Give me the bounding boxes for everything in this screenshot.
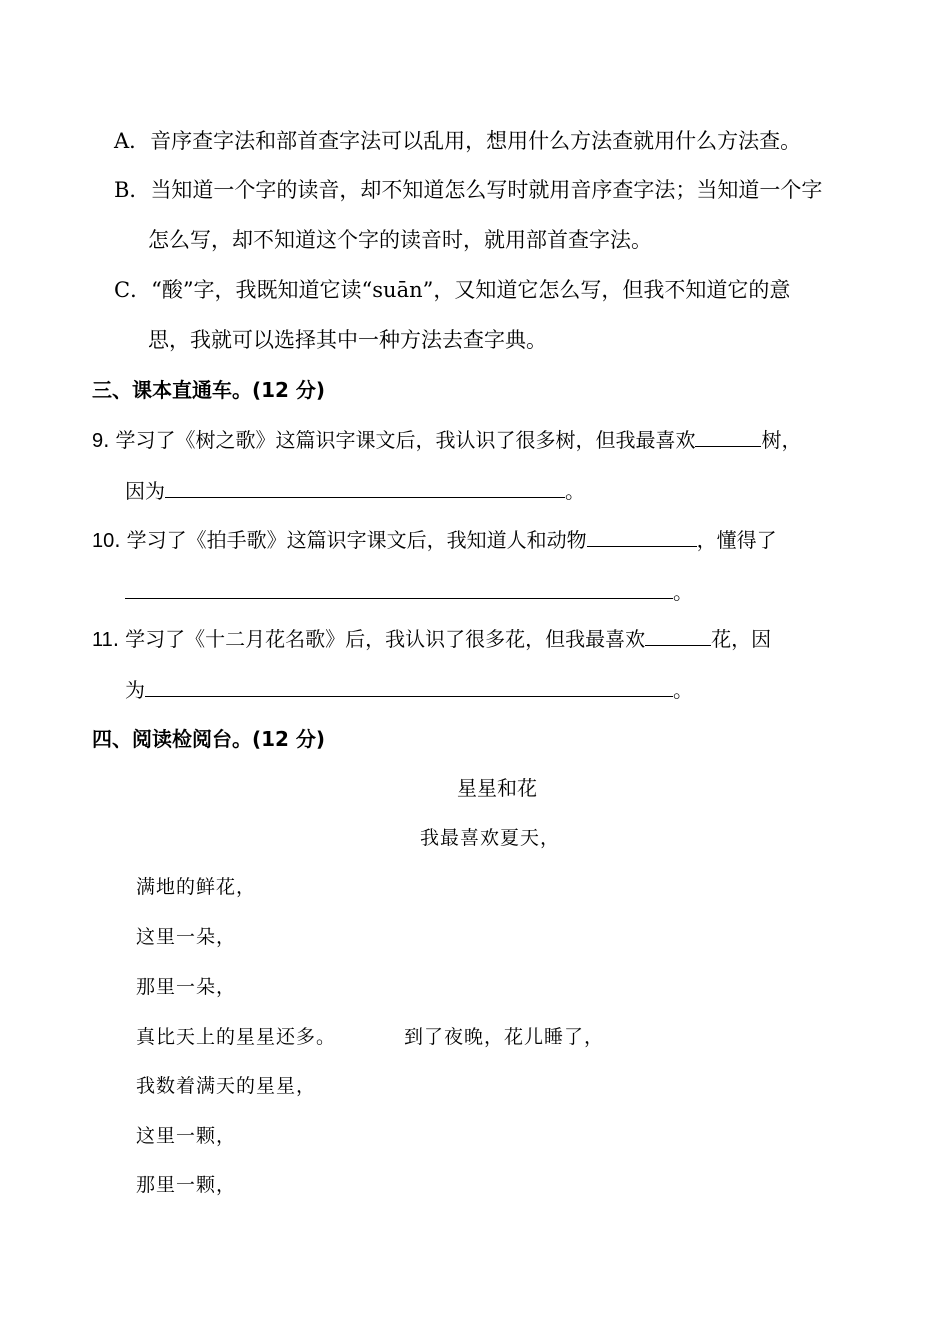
poem-line-5: 我数着满天的星星， xyxy=(136,1075,317,1097)
poem-line-1: 满地的鲜花， xyxy=(136,876,257,898)
poem-line-2: 这里一朵， xyxy=(136,926,237,948)
option-c-text-line2: 思，我就可以选择其中一种方法去查字典。 xyxy=(148,328,547,352)
poem-line-4: 真比天上的星星还多。 xyxy=(136,1026,337,1048)
question-10 xyxy=(92,524,777,556)
section-4-heading: 四、阅读检阅台。(12 分) xyxy=(92,727,326,751)
question-9-because: 因为 xyxy=(125,479,165,503)
question-9 xyxy=(92,424,801,456)
option-b-line2 xyxy=(148,225,652,255)
question-10-text-end: ，懂得了 xyxy=(696,528,777,552)
question-9-number: 9 xyxy=(92,430,104,452)
question-9-blank-reason[interactable] xyxy=(165,475,565,498)
question-11-text: 学习了《十二月花名歌》后，我认识了很多花，但我最喜欢 xyxy=(125,627,646,651)
option-a-letter: A． xyxy=(114,129,151,153)
option-b xyxy=(114,175,822,205)
question-11-text-end: 花，因 xyxy=(711,627,772,651)
poem-aside-line: 到了夜晚，花儿睡了， xyxy=(404,1026,605,1048)
question-11-sep: . xyxy=(112,627,120,651)
question-10-text: 学习了《拍手歌》这篇识字课文后，我知道人和动物 xyxy=(126,528,587,552)
question-10-number: 10 xyxy=(92,530,115,552)
question-10-period: 。 xyxy=(673,580,693,604)
question-9-line2 xyxy=(125,475,585,506)
section-3-heading: 三、课本直通车。(12 分) xyxy=(92,378,326,402)
question-9-period: 。 xyxy=(565,479,585,503)
option-b-text-line2: 怎么写，却不知道这个字的读音时，就用部首查字法。 xyxy=(148,228,652,252)
poem-title: 星星和花 xyxy=(457,776,537,800)
option-c xyxy=(114,275,790,305)
question-9-sep: . xyxy=(103,428,110,452)
question-11-blank-reason[interactable] xyxy=(145,674,673,697)
option-c-text-line1: “酸”字，我既知道它读“suān”，又知道它怎么写，但我不知道它的意 xyxy=(151,278,791,302)
question-11-period: 。 xyxy=(673,678,693,702)
question-9-text: 学习了《树之歌》这篇识字课文后，我认识了很多树，但我最喜欢 xyxy=(115,428,696,452)
question-11-blank-flower[interactable] xyxy=(645,623,711,646)
poem-line-7: 那里一颗， xyxy=(136,1174,237,1196)
question-11-because: 为 xyxy=(125,678,145,702)
option-b-text-line1: 当知道一个字的读音，却不知道怎么写时就用音序查字法；当知道一个字 xyxy=(150,178,823,202)
question-9-text-end: 树， xyxy=(761,428,802,452)
option-a xyxy=(114,126,801,156)
question-11-line2 xyxy=(125,674,693,705)
question-10-blank-learned[interactable] xyxy=(125,576,673,599)
poem-first-line: 我最喜欢夏天， xyxy=(420,827,561,849)
question-11-number: 11 xyxy=(92,629,113,651)
question-11 xyxy=(92,623,771,655)
option-c-letter: C． xyxy=(114,278,152,302)
poem-line-6: 这里一颗， xyxy=(136,1125,237,1147)
question-10-blank-relation[interactable] xyxy=(587,524,697,547)
question-10-sep: . xyxy=(114,528,121,552)
poem-line-3: 那里一朵， xyxy=(136,976,237,998)
question-9-blank-tree[interactable] xyxy=(695,424,761,447)
question-10-line2 xyxy=(125,576,693,607)
option-a-text: 音序查字法和部首查字法可以乱用，想用什么方法查就用什么方法查。 xyxy=(150,129,802,153)
option-c-line2 xyxy=(148,325,547,355)
option-b-letter: B． xyxy=(114,178,151,202)
